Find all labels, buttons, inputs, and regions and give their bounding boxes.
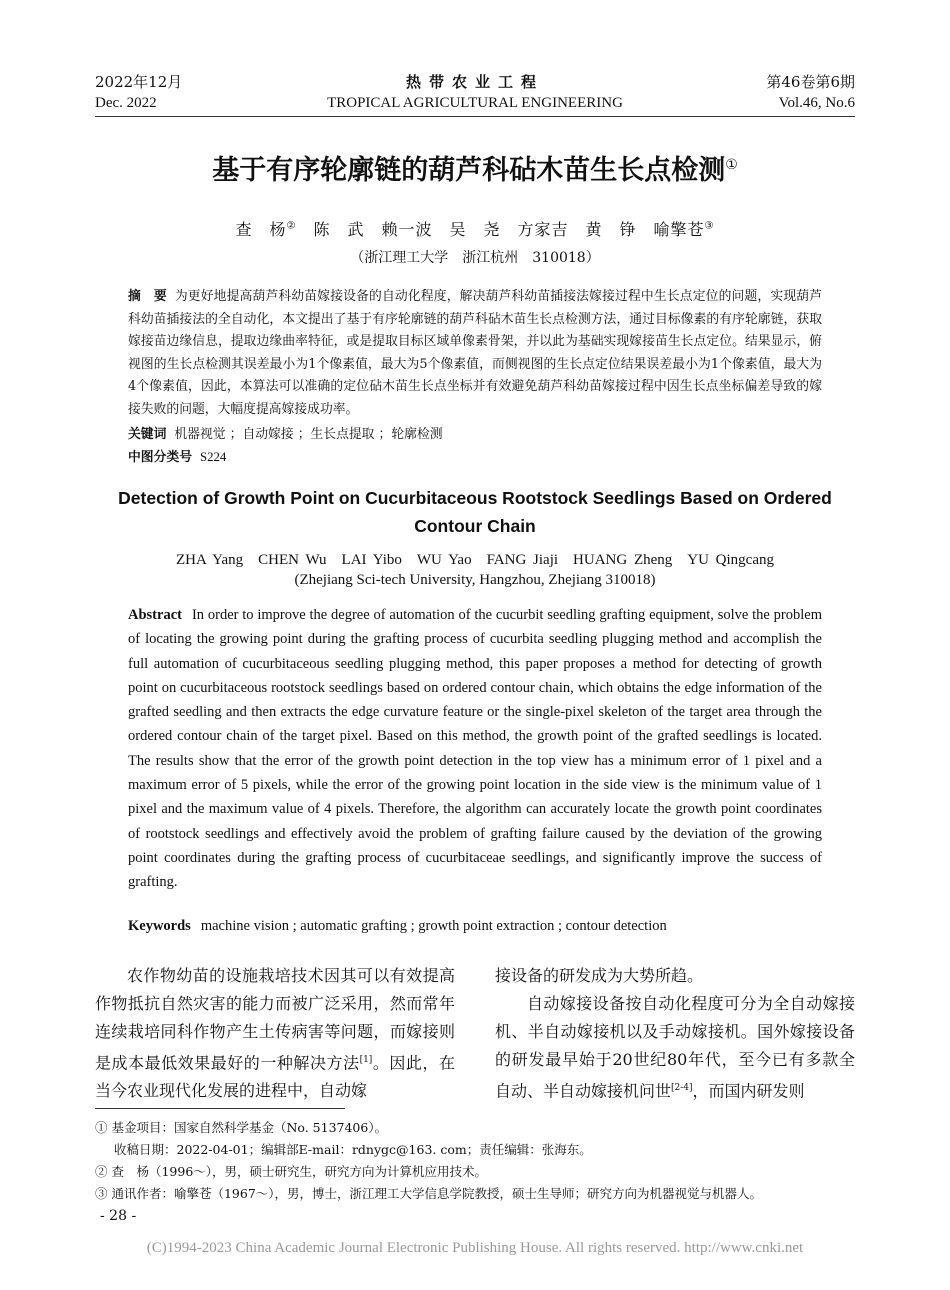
- affiliation-en: (Zhejiang Sci-tech University, Hangzhou, Zhejiang 310018): [294, 572, 656, 588]
- title-footnote-mark: ①: [725, 157, 738, 173]
- abstract-cn-label: 摘 要: [128, 289, 167, 304]
- abstract-en-text: In order to improve the degree of automation of the cucurbit seedling grafting equipment, solve the problem of locating the growing point during the grafting process of cucurbita seedling plugging method and accomplish the full automation of cucurbitaceous seedling plugging method, this paper proposes a method for detecting of growth point on cucurbitaceous rootstock seedlings based on ordered contour chain, which obtains the edge information of the grafted seedling and then extracts the edge curvature feature or the single-pixel skeleton of the target area through the ordered contour chain of the target pixel. Based on this method, the growth point of the grafted seedlings is located. The results show that the error of the growth point detection in the top view has a minimum error of 1 pixel and a maximum error of 5 pixels, while the error of the growing point location in the side view is the minimum value of 1 pixel and the maximum value of 4 pixels. Therefore, the algorithm can accurately locate the growth point coordinates of rootstock seedlings and effectively avoid the problem of grafting failure caused by the deviation of the growing point coordinates during the grafting process of cucurbitaceae seedlings, and significantly improve the success of grafting.: [128, 607, 822, 891]
- authors-cn-rest: 陈 武 赖一波 吴 尧 方家吉 黄 铮 喻擎苍: [296, 220, 705, 239]
- footnote-rule: [95, 1108, 345, 1109]
- copyright-footer: (C)1994-2023 China Academic Journal Electronic Publishing House. All rights reserved. http://www.cnki.net: [146, 1240, 804, 1256]
- affiliation-cn: （浙江理工大学 浙江杭州 310018）: [350, 250, 600, 266]
- keywords-cn-label: 关键词: [128, 427, 167, 442]
- header-date-en: Dec. 2022: [95, 95, 157, 111]
- body-paragraph: [495, 990, 855, 1105]
- body-left-text-a: 农作物幼苗的设施栽培技术因其可以有效提高作物抵抗自然灾害的能力而被广泛采用，然而常年连续栽培同科作物产生土传病害等问题，而嫁接则是成本最低效果最好的一种解决方法: [95, 966, 455, 1073]
- header-date: [95, 72, 182, 114]
- body-right-text-b: ，而国内研发则: [692, 1081, 805, 1101]
- body-column-left: [95, 962, 455, 1105]
- keywords-en: [128, 918, 822, 935]
- clc-label: 中图分类号: [128, 450, 192, 465]
- header-volume: [766, 72, 855, 114]
- title-cn-text: 基于有序轮廓链的葫芦科砧木苗生长点检测: [212, 155, 726, 186]
- citation-ref: [2-4]: [671, 1083, 693, 1093]
- abstract-en: [128, 603, 822, 895]
- body-paragraph: [95, 962, 455, 1105]
- footnote-author1: ② 查 杨（1996～），男，硕士研究生，研究方向为计算机应用技术。: [95, 1164, 488, 1179]
- authors-en: ZHA Yang CHEN Wu LAI Yibo WU Yao FANG Jiaji HUANG Zheng YU Qingcang: [175, 552, 775, 568]
- header-volume-en: Vol.46, No.6: [778, 95, 855, 111]
- keywords-en-text: machine vision ; automatic grafting ; growth point extraction ; contour detection: [200, 918, 667, 934]
- footnote-fund: ① 基金项目：国家自然科学基金（No. 5137406）。: [95, 1120, 388, 1135]
- header-journal: [300, 72, 650, 114]
- abstract-cn: [128, 286, 822, 421]
- body-left-text-b: 。因此，在当今农业现代化发展的进程中，自动嫁: [95, 1053, 455, 1101]
- header-journal-en: TROPICAL AGRICULTURAL ENGINEERING: [327, 95, 623, 111]
- body-column-right: [495, 962, 855, 1105]
- authors-cn-note: ②: [286, 220, 297, 232]
- header-journal-cn: 热带农业工程: [405, 73, 544, 91]
- body-right-text-a: 自动嫁接设备按自动化程度可分为全自动嫁接机、半自动嫁接机以及手动嫁接机。国外嫁接设备的研发最早始于20世纪80年代，至今已有多款全自动、半自动嫁接机问世: [495, 994, 855, 1101]
- keywords-en-label: Keywords: [128, 918, 191, 934]
- abstract-cn-text: 为更好地提高葫芦科幼苗嫁接设备的自动化程度，解决葫芦科幼苗插接法嫁接过程中生长点定位的问题，实现葫芦科幼苗插接法的全自动化，本文提出了基于有序轮廓链的葫芦科砧木苗生长点检测方法，通过目标像素的有序轮廓链，获取嫁接苗边缘信息，提取边缘曲率特征，或是提取目标区域单像素骨架，并以此为基础实现嫁接苗生长点定位。结果显示，俯视图的生长点检测其误差最小为1个像素值，最大为5个像素值，而侧视图的生长点定位结果误差最小为1个像素值，最大为4个像素值，因此，本算法可以准确的定位砧木苗生长点坐标并有效避免葫芦科幼苗嫁接过程中因生长点坐标偏差导致的嫁接失败的问题，大幅度提高嫁接成功率。: [128, 289, 823, 417]
- footnote-received: 收稿日期：2022-04-01；编辑部E-mail：rdnygc@163. com；责任编辑：张海东。: [114, 1142, 592, 1157]
- authors-cn-first: 查 杨: [235, 220, 287, 239]
- title-cn: [0, 148, 950, 187]
- keywords-cn-text: 机器视觉 ；自动嫁接 ；生长点提取 ；轮廓检测: [174, 427, 443, 442]
- page-number: - 28 -: [100, 1208, 137, 1224]
- title-en: Detection of Growth Point on Cucurbitaceous Rootstock Seedlings Based on Ordered Contour Chain: [118, 488, 832, 536]
- authors-cn: [0, 217, 950, 240]
- abstract-en-label: Abstract: [128, 607, 182, 623]
- body-paragraph: 接设备的研发成为大势所趋。: [495, 966, 704, 985]
- footnote-author2: ③ 通讯作者：喻擎苍（1967～），男，博士，浙江理工大学信息学院教授，硕士生导师；研究方向为机器视觉与机器人。: [95, 1186, 763, 1201]
- clc-number: [128, 446, 822, 470]
- header-rule: [95, 116, 855, 117]
- authors-cn-note2: ③: [704, 220, 715, 232]
- keywords-cn: [128, 424, 822, 447]
- header-date-cn: 2022年12月: [95, 73, 183, 91]
- header-volume-cn: 第46卷第6期: [766, 73, 855, 91]
- clc-value: S224: [199, 450, 227, 464]
- citation-ref: [1]: [359, 1055, 373, 1065]
